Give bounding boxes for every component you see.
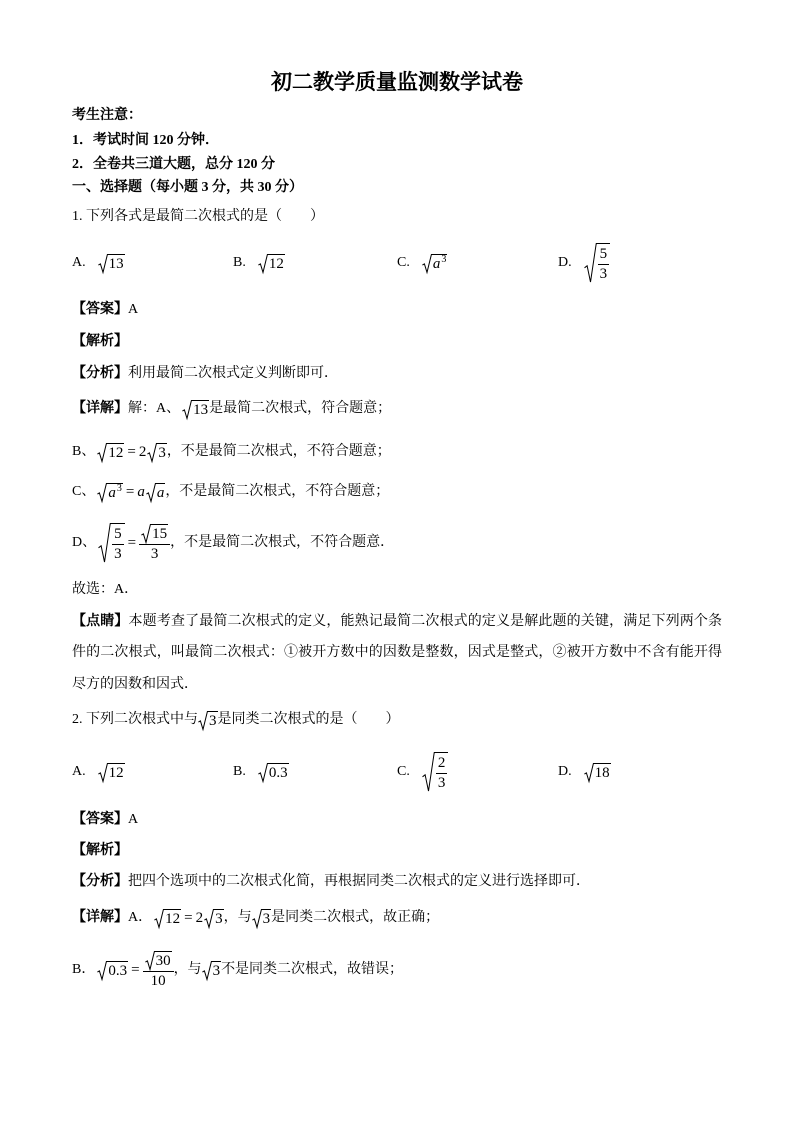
comment-text: 件的二次根式，叫最简二次根式：①被开方数中的因数是整数，因式是整式，②被开方数中不含有能开得 [72,645,722,660]
radical-sign [584,243,597,283]
detail-prefix: B、 [72,444,96,459]
exponent: 3 [441,253,447,265]
radicand: 3 [262,910,271,927]
answer-tag: 【答案】 [72,812,128,827]
option-label: C. [397,255,410,270]
radical-sign [98,523,111,563]
fraction [112,526,124,563]
q2-options [72,750,722,794]
detail-prefix: C、 [72,484,96,499]
radical-sign [98,254,108,273]
numerator [143,951,174,970]
detail-prefix: B． [72,962,96,977]
q2-option-d [558,750,611,794]
detail-suffix: 是同类二次根式，故正确； [271,910,440,925]
option-label: D. [558,255,572,270]
fraction-bar [436,773,448,774]
radical-sign [198,711,208,730]
analysis-tag: 【分析】 [72,874,128,889]
q1-analysis [72,364,338,384]
denominator: 3 [437,775,446,791]
radicand: 15 [152,525,168,542]
radical-sign [97,443,107,462]
detail-tag: 【详解】 [72,401,128,416]
radicand: 0.3 [268,764,288,781]
q1-option-a [72,241,125,285]
q2-option-c [397,750,448,794]
radical-sign [422,254,432,273]
sqrt-expression [97,483,123,502]
sqrt-expression [98,763,125,782]
sqrt-expression [154,909,181,928]
analysis-text: 利用最简二次根式定义判断即可． [128,366,338,381]
numerator: 2 [437,755,446,771]
detail-prefix: D、 [72,535,97,550]
q2-answer [72,810,138,830]
sqrt-expression [147,443,167,462]
q1-stem: 1. 下列各式是最简二次根式的是（ ） [72,209,324,224]
radicand: 12 [165,910,181,927]
sqrt-expression [182,400,209,419]
radical-sign [584,763,594,782]
radical-sign [422,752,435,792]
radicand: 3 [212,962,221,979]
radicand: 12 [268,255,284,272]
radical-sign [146,483,156,502]
radical-sign [97,483,107,502]
exponent: 3 [116,482,122,494]
radical-sign [141,524,151,543]
radical-sign [182,400,192,419]
page-title: 初二教学质量监测数学试卷 [271,70,523,94]
sqrt-expression [584,243,611,283]
radicand [431,254,448,273]
q1-detail-line-d [72,521,394,565]
q2-option-b [233,750,289,794]
numerator: 5 [599,246,608,262]
answer-value: A [128,812,139,827]
answer-value: A [128,302,139,317]
fraction-bar [112,544,124,545]
radicand: a [156,484,165,501]
sqrt-expression [422,752,449,792]
q1-option-c [397,241,447,285]
q1-explanation-tag: 【解析】 [72,334,128,349]
stem-text: 2. 下列二次根式中与 [72,712,198,727]
radicand: 18 [594,764,610,781]
option-label: A. [72,255,86,270]
coefficient: 2 [195,910,204,926]
q1-comment-line-3: 尽方的因数和因式． [72,677,198,692]
radicand [434,752,449,792]
q2-explanation-tag: 【解析】 [72,843,128,858]
radical-sign [98,763,108,782]
variable: a [432,255,441,272]
sqrt-expression [422,254,448,273]
sqrt-expression [98,523,125,563]
sqrt-expression [258,254,285,273]
radical-sign [145,951,155,970]
sqrt-expression [97,961,128,980]
notice-item-2: 2．全卷共三道大题，总分 120 分 [72,157,275,172]
option-label: C. [397,764,410,779]
radical-sign [154,909,164,928]
radicand: 30 [155,952,171,969]
radicand: 0.3 [108,962,128,979]
radical-sign [252,909,262,928]
q1-comment-line-2 [72,643,722,663]
equals-sign: = [131,962,140,978]
notice-heading: 考生注意： [72,108,142,123]
equals-sign: = [127,444,136,460]
radical-sign [204,909,214,928]
notice-item-1: 1．考试时间 120 分钟． [72,133,219,148]
option-label: B. [233,764,246,779]
sqrt-expression [204,909,224,928]
q2-stem [72,708,400,732]
radicand: 12 [108,444,124,461]
comment-text: 本题考查了最简二次根式的定义，能熟记最简二次根式的定义是解此题的关键，满足下列两个条 [128,614,723,629]
fraction [139,524,170,563]
fraction-bar [143,971,174,972]
sqrt-expression [258,763,289,782]
radicand: 13 [108,255,124,272]
answer-tag: 【答案】 [72,302,128,317]
coefficient: a [137,484,145,500]
comment-tag: 【点睛】 [72,614,129,629]
fraction [436,755,448,792]
detail-suffix: 是最简二次根式，符合题意； [209,401,392,416]
sqrt-expression [146,483,166,502]
q1-detail-line-b [72,440,391,464]
sqrt-expression [202,961,222,980]
radical-sign [97,961,107,980]
sqrt-expression [141,524,168,543]
variable: a [108,484,116,501]
option-label: A. [72,764,86,779]
sqrt-expression [98,254,125,273]
sqrt-expression [198,711,218,730]
numerator [139,524,170,543]
fraction [143,951,174,990]
stem-text: 是同类二次根式的是（ ） [217,712,400,727]
fraction-bar [139,544,170,545]
denominator: 3 [114,546,122,562]
q2-analysis [72,872,590,892]
detail-prefix: A． [128,910,153,925]
analysis-text: 把四个选项中的二次根式化简，再根据同类二次根式的定义进行选择即可． [128,874,590,889]
q1-comment-line-1 [72,612,722,632]
q1-conclusion: 故选：A． [72,582,139,597]
detail-tag: 【详解】 [72,910,128,925]
radicand: 12 [108,764,124,781]
numerator: 5 [114,526,122,542]
sqrt-expression [252,909,272,928]
section-heading: 一、选择题（每小题 3 分，共 30 分） [72,180,303,195]
detail-suffix: 不是同类二次根式，故错误； [221,962,404,977]
option-label: D. [558,764,572,779]
denominator: 10 [150,972,166,989]
detail-suffix: ，不是最简二次根式，不符合题意； [165,484,390,499]
radical-sign [147,443,157,462]
radicand [596,243,611,283]
coefficient: 2 [138,444,147,460]
detail-text: ，与 [223,910,252,925]
radical-sign [258,254,268,273]
q1-detail-line-c [72,480,389,504]
sqrt-expression [97,443,124,462]
radicand [110,523,125,563]
q1-options [72,241,722,285]
fraction-bar [598,264,610,265]
q1-answer [72,300,138,320]
fraction [598,246,610,283]
q1-detail-line-a [72,397,391,421]
q2-detail-line-b [72,948,403,992]
q2-detail-line-a [72,906,439,930]
denominator: 3 [150,545,159,562]
radical-sign [258,763,268,782]
detail-prefix: 解：A、 [128,401,181,416]
detail-text: ，与 [173,962,202,977]
denominator: 3 [599,266,608,282]
option-label: B. [233,255,246,270]
analysis-tag: 【分析】 [72,366,128,381]
detail-suffix: ，不是最简二次根式，不符合题意； [166,444,391,459]
radicand: 13 [193,401,209,418]
detail-suffix: ，不是最简二次根式，不符合题意． [170,535,395,550]
equals-sign: = [127,535,137,551]
radicand [106,483,123,502]
radicand: 3 [158,444,166,461]
q2-option-a [72,750,125,794]
equals-sign: = [184,910,193,926]
radical-sign [202,961,212,980]
radicand: 3 [215,910,223,927]
q1-option-d [558,241,610,285]
q1-option-b [233,241,285,285]
radicand: 3 [209,712,217,729]
equals-sign: = [125,484,135,500]
sqrt-expression [145,951,172,970]
sqrt-expression [584,763,611,782]
